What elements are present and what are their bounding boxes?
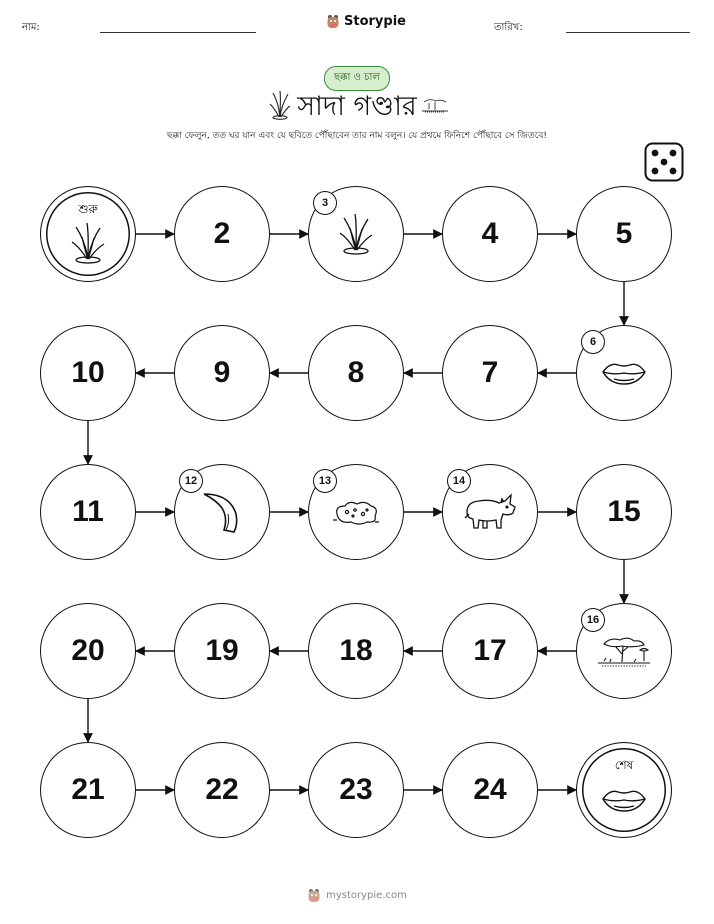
start-label: শুরু: [78, 202, 98, 216]
cell-number-badge: 16: [581, 608, 605, 632]
board-cell-19[interactable]: [174, 603, 270, 699]
grass-icon: [69, 221, 107, 265]
cell-number: 19: [205, 634, 239, 667]
cell-number-badge: 6: [581, 330, 605, 354]
board-cell-17[interactable]: [442, 603, 538, 699]
cell-number: 23: [339, 773, 373, 806]
board-cell-22[interactable]: [174, 742, 270, 838]
lips-icon: [600, 360, 648, 386]
storypie-logo-icon: [307, 888, 321, 903]
cell-number: 10: [71, 356, 105, 389]
lips-icon: [600, 787, 648, 813]
board-cell-12[interactable]: [174, 464, 270, 560]
board-cell-8[interactable]: [308, 325, 404, 421]
cell-number: 20: [71, 634, 105, 667]
board-cell-21[interactable]: [40, 742, 136, 838]
rhino-icon: [461, 492, 519, 532]
finish-cell[interactable]: [576, 742, 672, 838]
cell-number: 2: [213, 217, 231, 250]
grass-icon: [337, 212, 375, 256]
date-label: তারিখ:: [494, 22, 523, 33]
board-cell-20[interactable]: [40, 603, 136, 699]
end-label: শেষ: [614, 758, 634, 772]
cell-number: 18: [339, 634, 373, 667]
name-label: নাম:: [22, 22, 40, 33]
start-cell[interactable]: [40, 186, 136, 282]
cell-number: 4: [481, 217, 499, 250]
board-cell-6[interactable]: [576, 325, 672, 421]
mud-icon: [331, 496, 381, 528]
footer: [0, 888, 714, 903]
board-cell-11[interactable]: [40, 464, 136, 560]
horn-icon: [200, 488, 244, 536]
board-cell-16[interactable]: [576, 603, 672, 699]
cell-number: 15: [607, 495, 641, 528]
instructions: ছক্কা ফেলুন, তত ঘর যান এবং যে ছবিতে পৌঁছাবেন তার নাম বলুন। যে প্রথমে ফিনিশে পৌঁছাবে সে জিতবে!: [167, 131, 547, 141]
board-cell-18[interactable]: [308, 603, 404, 699]
board-cell-24[interactable]: [442, 742, 538, 838]
footer-url[interactable]: mystorypie.com: [326, 890, 407, 901]
cell-number: 17: [473, 634, 507, 667]
cell-number: 8: [347, 356, 365, 389]
cell-number: 5: [615, 217, 633, 250]
board-cell-10[interactable]: [40, 325, 136, 421]
cell-number-badge: 12: [179, 469, 203, 493]
cell-number: 22: [205, 773, 239, 806]
cell-number-badge: 3: [313, 191, 337, 215]
cell-number: 21: [71, 773, 105, 806]
board-cell-13[interactable]: [308, 464, 404, 560]
board-cell-3[interactable]: [308, 186, 404, 282]
board-cell-14[interactable]: [442, 464, 538, 560]
board-cell-15[interactable]: [576, 464, 672, 560]
board-cell-4[interactable]: [442, 186, 538, 282]
board-cell-7[interactable]: [442, 325, 538, 421]
cell-number: 9: [213, 356, 231, 389]
game-type-badge: ছক্কা ও চাল: [324, 66, 390, 91]
cell-number: 24: [473, 773, 507, 806]
cell-number: 7: [481, 356, 499, 389]
cell-number-badge: 13: [313, 469, 337, 493]
board-cell-5[interactable]: [576, 186, 672, 282]
brand-name: Storypie: [344, 14, 406, 29]
board-cell-9[interactable]: [174, 325, 270, 421]
board-cell-2[interactable]: [174, 186, 270, 282]
page-title: সাদা গণ্ডার: [297, 91, 417, 122]
cell-number-badge: 14: [447, 469, 471, 493]
cell-number: 11: [72, 495, 104, 528]
savanna-icon: [596, 632, 652, 670]
board-cell-23[interactable]: [308, 742, 404, 838]
